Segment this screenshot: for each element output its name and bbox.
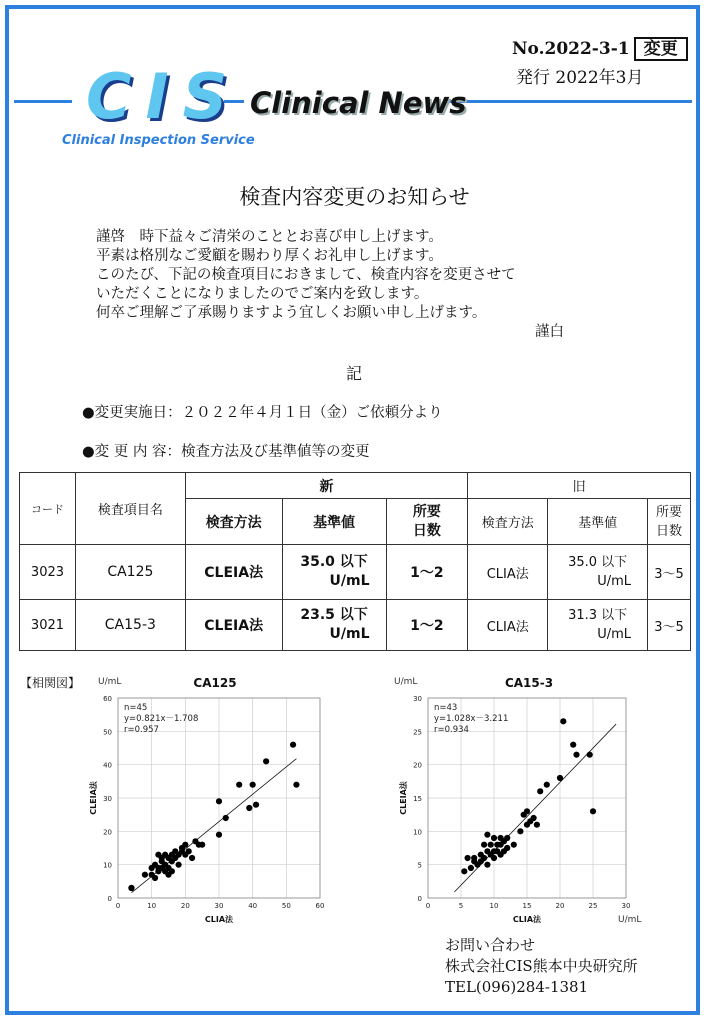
data-point bbox=[557, 775, 563, 781]
stat-annotation: n=43 bbox=[434, 703, 458, 713]
data-point bbox=[465, 855, 471, 861]
data-point bbox=[560, 718, 566, 724]
logo-subtitle: Clinical Inspection Service bbox=[62, 133, 255, 148]
new-method-cell: CLEIA法 bbox=[185, 600, 282, 651]
data-point bbox=[517, 828, 523, 834]
old-method-cell: CLIA法 bbox=[468, 600, 548, 651]
stat-annotation: r=0.934 bbox=[434, 725, 469, 735]
contact-company: 株式会社CIS熊本中央研究所 bbox=[445, 957, 638, 975]
data-point bbox=[253, 802, 259, 808]
item-name-cell: CA125 bbox=[75, 545, 185, 600]
greeting-letter bbox=[96, 228, 516, 323]
y-tick-label: 30 bbox=[103, 795, 112, 803]
data-point bbox=[468, 865, 474, 871]
change-table bbox=[19, 472, 691, 651]
data-point bbox=[263, 758, 269, 764]
closing: 謹白 bbox=[535, 324, 564, 340]
x-tick-label: 25 bbox=[588, 902, 598, 910]
contact-phone: TEL(096)284-1381 bbox=[445, 978, 589, 996]
cis-logo: CIS bbox=[86, 60, 242, 133]
contact-heading: お問い合わせ bbox=[445, 936, 536, 954]
old-days-cell: 3～5 bbox=[648, 545, 691, 600]
data-point bbox=[142, 872, 148, 878]
data-point bbox=[491, 835, 497, 841]
code-cell: 3023 bbox=[20, 545, 76, 600]
old-days-cell: 3～5 bbox=[648, 600, 691, 651]
data-point bbox=[246, 805, 252, 811]
header-code: コード bbox=[20, 473, 76, 545]
code-cell: 3021 bbox=[20, 600, 76, 651]
table-row bbox=[20, 600, 691, 651]
x-tick-label: 40 bbox=[248, 902, 258, 910]
header-old-days: 所要 日数 bbox=[648, 499, 691, 545]
table-row bbox=[20, 545, 691, 600]
y-tick-label: 10 bbox=[413, 828, 422, 837]
stat-annotation: y=1.028x－3.211 bbox=[434, 714, 509, 724]
letter-line: 平素は格別なご愛顧を賜わり厚くお礼申し上げます。 bbox=[96, 248, 443, 264]
data-point bbox=[534, 822, 540, 828]
x-tick-label: 5 bbox=[458, 902, 464, 910]
data-point bbox=[537, 788, 543, 794]
letter-line: いただくことになりましたのでご案内を致します。 bbox=[96, 286, 429, 302]
change-badge: 変更 bbox=[634, 37, 688, 61]
x-tick-label: 10 bbox=[489, 902, 499, 910]
data-point bbox=[511, 842, 517, 848]
data-point bbox=[590, 808, 596, 814]
old-method-cell: CLIA法 bbox=[468, 545, 548, 600]
data-point bbox=[236, 782, 242, 788]
x-axis-label: CLIA法 bbox=[512, 915, 542, 924]
data-point bbox=[481, 842, 487, 848]
letter-line: 謹啓 時下益々ご清栄のこととお喜び申し上げます。 bbox=[96, 229, 443, 245]
contact-block bbox=[445, 935, 638, 998]
ki-heading: 記 bbox=[346, 364, 363, 383]
item-name-cell: CA15-3 bbox=[75, 600, 185, 651]
data-point bbox=[573, 752, 579, 758]
ca125-scatter-chart bbox=[70, 668, 340, 930]
header-old: 旧 bbox=[468, 473, 691, 499]
letter-line: 何卒ご理解ご了承賜りますよう宜しくお願い申し上げます。 bbox=[96, 305, 487, 321]
x-tick-label: 60 bbox=[315, 902, 325, 910]
news-title: Clinical News bbox=[250, 86, 467, 120]
y-tick-label: 0 bbox=[107, 895, 112, 903]
data-point bbox=[216, 798, 222, 804]
data-point bbox=[504, 835, 510, 841]
doc-number-row bbox=[512, 34, 688, 59]
data-point bbox=[128, 885, 134, 891]
y-tick-label: 5 bbox=[417, 861, 422, 870]
unit-label: U/mL bbox=[394, 677, 418, 687]
y-tick-label: 25 bbox=[413, 728, 422, 737]
y-tick-label: 15 bbox=[413, 795, 422, 803]
y-tick-label: 0 bbox=[417, 895, 422, 903]
x-tick-label: 0 bbox=[115, 902, 121, 910]
new-days-cell: 1～2 bbox=[386, 600, 468, 651]
header-old-method: 検査方法 bbox=[468, 499, 548, 545]
data-point bbox=[223, 815, 229, 821]
x-tick-label: 30 bbox=[621, 902, 631, 910]
correlation-label: 【相関図】 bbox=[20, 676, 81, 690]
data-point bbox=[471, 855, 477, 861]
data-point bbox=[481, 855, 487, 861]
new-ref-cell: 35.0 以下 U/mL bbox=[282, 545, 386, 600]
old-ref-cell: 35.0 以下 U/mL bbox=[548, 545, 648, 600]
unit-label-x: U/mL bbox=[618, 915, 642, 925]
new-method-cell: CLEIA法 bbox=[185, 545, 282, 600]
data-point bbox=[504, 845, 510, 851]
data-point bbox=[182, 842, 188, 848]
y-tick-label: 50 bbox=[103, 728, 112, 737]
data-point bbox=[290, 742, 296, 748]
y-tick-label: 10 bbox=[103, 861, 112, 870]
issue-date: 発行 2022年3月 bbox=[516, 68, 644, 88]
x-axis-label: CLIA法 bbox=[204, 915, 234, 924]
ca153-scatter-chart bbox=[376, 668, 666, 930]
data-point bbox=[186, 848, 192, 854]
data-point bbox=[293, 782, 299, 788]
x-tick-label: 15 bbox=[522, 902, 532, 910]
data-point bbox=[531, 815, 537, 821]
x-tick-label: 20 bbox=[555, 902, 565, 910]
data-point bbox=[216, 832, 222, 838]
data-point bbox=[484, 832, 490, 838]
doc-number: No.2022-3-1 bbox=[512, 39, 630, 59]
header-new: 新 bbox=[185, 473, 468, 499]
y-axis-label: CLEIA法 bbox=[89, 781, 98, 815]
y-tick-label: 40 bbox=[103, 761, 112, 770]
data-point bbox=[570, 742, 576, 748]
new-ref-cell: 23.5 以下 U/mL bbox=[282, 600, 386, 651]
header-rule-right bbox=[446, 100, 692, 103]
old-ref-cell: 31.3 以下 U/mL bbox=[548, 600, 648, 651]
y-tick-label: 60 bbox=[103, 695, 112, 703]
header-item-name: 検査項目名 bbox=[75, 473, 185, 545]
page-title: 検査内容変更のお知らせ bbox=[239, 185, 470, 209]
data-point bbox=[189, 855, 195, 861]
change-content: ●変 更 内 容：検査方法及び基準値等の変更 bbox=[82, 444, 370, 460]
data-point bbox=[524, 808, 530, 814]
change-date: ●変更実施日：２０２２年４月１日（金）ご依頼分より bbox=[82, 405, 443, 421]
data-point bbox=[461, 868, 467, 874]
header-new-days: 所要 日数 bbox=[386, 499, 468, 545]
data-point bbox=[587, 752, 593, 758]
y-tick-label: 20 bbox=[103, 828, 112, 837]
x-tick-label: 20 bbox=[180, 902, 190, 910]
data-point bbox=[544, 782, 550, 788]
x-tick-label: 30 bbox=[214, 902, 224, 910]
stat-annotation: r=0.957 bbox=[124, 725, 159, 735]
data-point bbox=[169, 868, 175, 874]
data-point bbox=[199, 842, 205, 848]
data-point bbox=[491, 855, 497, 861]
letter-line: このたび、下記の検査項目におきまして、検査内容を変更させて bbox=[96, 267, 516, 283]
header-new-ref: 基準値 bbox=[282, 499, 386, 545]
stat-annotation: y=0.821x－1.708 bbox=[124, 714, 199, 724]
x-tick-label: 10 bbox=[147, 902, 157, 910]
header-new-method: 検査方法 bbox=[185, 499, 282, 545]
x-tick-label: 0 bbox=[425, 902, 431, 910]
header-rule-left bbox=[14, 100, 72, 103]
y-tick-label: 20 bbox=[413, 761, 422, 770]
data-point bbox=[152, 875, 158, 881]
stat-annotation: n=45 bbox=[124, 703, 148, 713]
x-tick-label: 50 bbox=[281, 902, 291, 910]
y-axis-label: CLEIA法 bbox=[399, 781, 408, 815]
chart-title: CA125 bbox=[193, 676, 237, 690]
data-point bbox=[176, 862, 182, 868]
y-tick-label: 30 bbox=[413, 695, 422, 703]
new-days-cell: 1～2 bbox=[386, 545, 468, 600]
header-old-ref: 基準値 bbox=[548, 499, 648, 545]
unit-label: U/mL bbox=[98, 677, 122, 687]
data-point bbox=[484, 862, 490, 868]
data-point bbox=[488, 842, 494, 848]
data-point bbox=[250, 782, 256, 788]
chart-title: CA15-3 bbox=[504, 676, 554, 690]
